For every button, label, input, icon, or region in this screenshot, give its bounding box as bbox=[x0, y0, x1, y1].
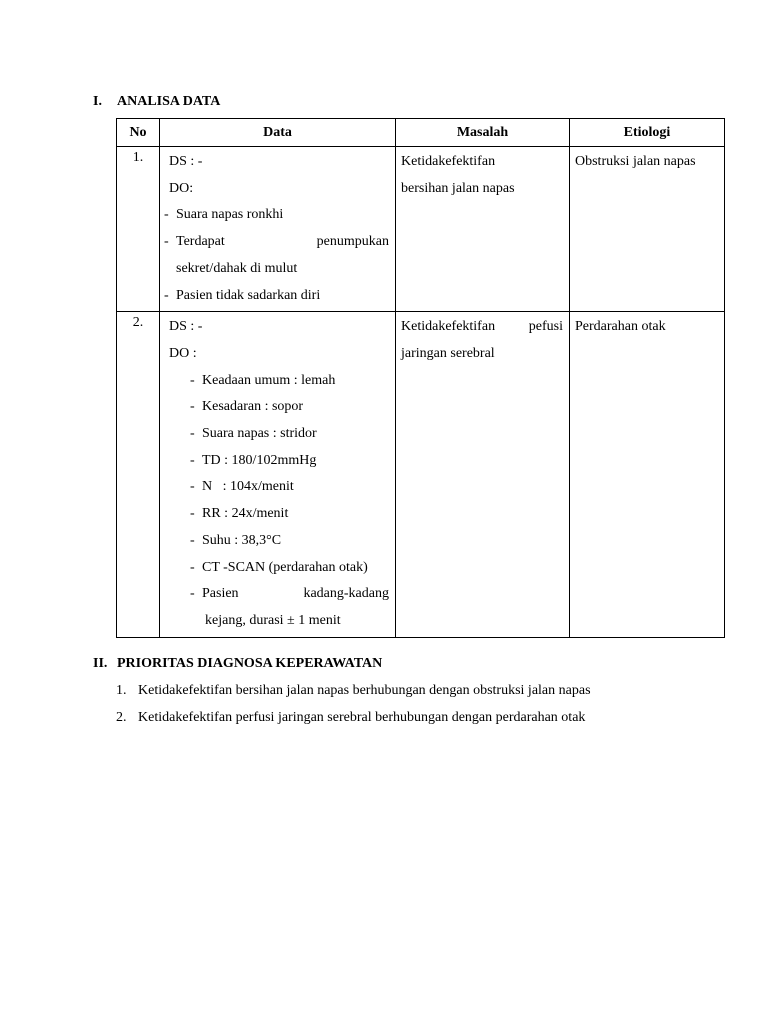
list-item bbox=[160, 501, 389, 528]
row-number-cell bbox=[117, 147, 160, 312]
header-no: No bbox=[117, 119, 160, 147]
list-item-text: TD : 180/102mmHg bbox=[202, 452, 317, 468]
section-1-number: I. bbox=[93, 94, 102, 109]
list-item bbox=[160, 581, 389, 608]
list-item-text: Pasien tidak sadarkan diri bbox=[176, 287, 321, 303]
analysis-table bbox=[116, 118, 725, 638]
dash-marker: - bbox=[190, 399, 195, 415]
priority-text: Ketidakefektifan perfusi jaringan serebral berhubungan dengan perdarahan otak bbox=[138, 710, 586, 725]
list-item-text: Suara napas : stridor bbox=[202, 426, 317, 442]
list-item-text: Pasien bbox=[202, 586, 239, 602]
list-item bbox=[160, 528, 389, 555]
table-header-row bbox=[117, 119, 725, 147]
header-data: Data bbox=[160, 119, 396, 147]
section-1-heading bbox=[93, 94, 220, 110]
masalah-line: Ketidakefektifan bbox=[401, 154, 496, 169]
list-item-text: CT -SCAN (perdarahan otak) bbox=[202, 559, 368, 575]
list-item bbox=[160, 555, 389, 582]
list-item-text: Kesadaran : sopor bbox=[202, 399, 304, 415]
masalah-cell bbox=[396, 147, 570, 312]
do-line: DO : bbox=[169, 345, 197, 361]
ds-line: DS : - bbox=[169, 319, 203, 335]
priority-text: Ketidakefektifan bersihan jalan napas berhubungan dengan obstruksi jalan napas bbox=[138, 683, 591, 698]
row-number: 1. bbox=[132, 150, 144, 165]
dash-marker: - bbox=[190, 452, 195, 468]
masalah-line: bersihan jalan napas bbox=[401, 180, 515, 196]
list-item-continuation: sekret/dahak di mulut bbox=[176, 260, 298, 276]
etiologi-cell bbox=[570, 147, 725, 312]
section-1-title: ANALISA DATA bbox=[117, 94, 221, 109]
dash-marker: - bbox=[190, 532, 195, 548]
masalah-line: jaringan serebral bbox=[401, 345, 495, 361]
data-cell bbox=[160, 312, 396, 637]
masalah-cell bbox=[396, 312, 570, 637]
dash-marker: - bbox=[164, 234, 169, 250]
ds-line: DS : - bbox=[169, 154, 203, 169]
list-item bbox=[160, 202, 389, 229]
dash-marker: - bbox=[190, 559, 195, 575]
header-masalah: Masalah bbox=[396, 119, 570, 147]
row-number: 2. bbox=[132, 315, 144, 331]
row-number-cell bbox=[117, 312, 160, 637]
dash-marker: - bbox=[190, 586, 195, 602]
etiologi-cell bbox=[570, 312, 725, 637]
priority-item bbox=[116, 682, 716, 700]
list-item-text: Suara napas ronkhi bbox=[176, 207, 284, 223]
list-item-text: penumpukan bbox=[316, 234, 389, 250]
list-item bbox=[160, 394, 389, 421]
list-item-text: kadang-kadang bbox=[303, 586, 389, 602]
priority-number: 2. bbox=[116, 710, 127, 725]
dash-marker: - bbox=[164, 207, 169, 223]
masalah-word: pefusi bbox=[528, 319, 563, 335]
list-item bbox=[160, 421, 389, 448]
list-item-text: N : 104x/menit bbox=[202, 479, 294, 495]
list-item bbox=[160, 283, 389, 310]
etiologi-text: Obstruksi jalan napas bbox=[575, 154, 696, 169]
list-item-text: Terdapat bbox=[176, 234, 225, 250]
table-row bbox=[117, 312, 725, 637]
list-item-text: Keadaan umum : lemah bbox=[202, 372, 336, 388]
list-item-text: Suhu : 38,3°C bbox=[202, 532, 282, 548]
priority-item bbox=[116, 709, 716, 727]
priority-number: 1. bbox=[116, 683, 127, 698]
masalah-word: Ketidakefektifan bbox=[401, 319, 496, 335]
list-item-continuation: kejang, durasi ± 1 menit bbox=[205, 612, 341, 628]
do-line: DO: bbox=[169, 180, 194, 196]
justified-line bbox=[401, 314, 563, 341]
dash-marker: - bbox=[190, 426, 195, 442]
dash-marker: - bbox=[190, 479, 195, 495]
section-2-title: PRIORITAS DIAGNOSA KEPERAWATAN bbox=[117, 656, 383, 671]
section-2-heading bbox=[93, 656, 382, 672]
dash-marker: - bbox=[164, 287, 169, 303]
justified-line bbox=[190, 581, 389, 608]
list-item bbox=[160, 368, 389, 395]
header-etiologi: Etiologi bbox=[570, 119, 725, 147]
list-item-text: RR : 24x/menit bbox=[202, 506, 289, 522]
justified-line bbox=[164, 229, 389, 256]
list-item bbox=[160, 229, 389, 256]
data-cell bbox=[160, 147, 396, 312]
dash-marker: - bbox=[190, 372, 195, 388]
masalah-line bbox=[401, 314, 563, 341]
list-item bbox=[160, 448, 389, 475]
table-row bbox=[117, 147, 725, 312]
section-2-number: II. bbox=[93, 656, 108, 671]
etiologi-text: Perdarahan otak bbox=[575, 319, 666, 335]
list-item bbox=[160, 474, 389, 501]
dash-marker: - bbox=[190, 506, 195, 522]
